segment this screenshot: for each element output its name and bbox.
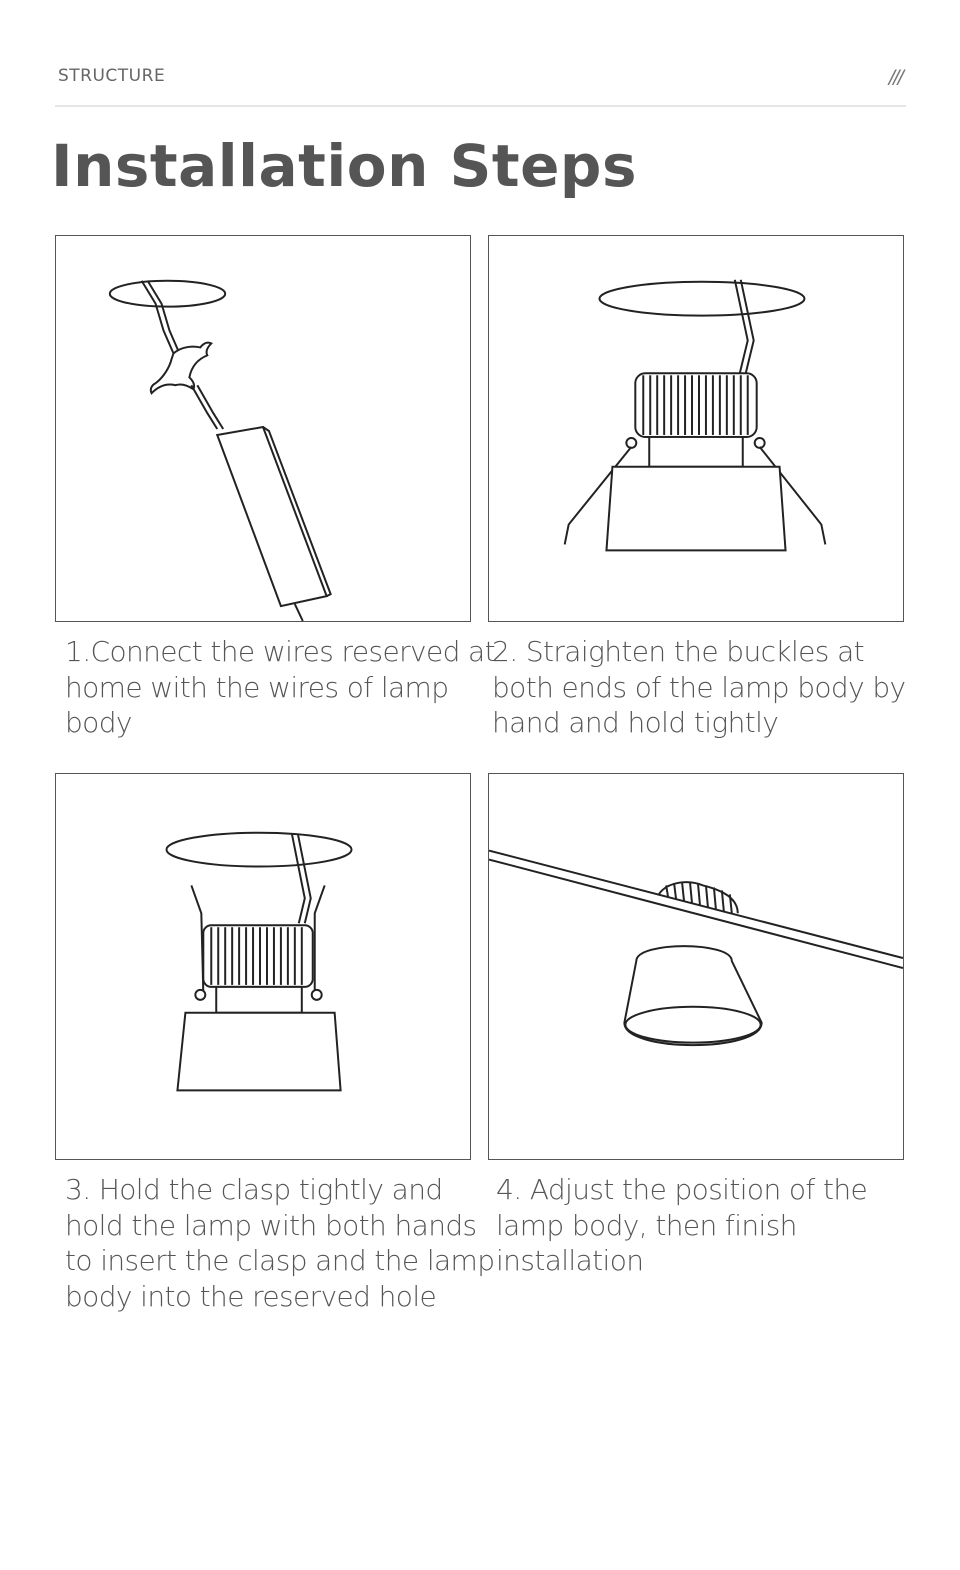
step-2-caption: 2. Straighten the buckles at both ends of the lamp body by hand and hold tightly [492, 635, 906, 739]
step-4-caption: 4. Adjust the position of the lamp body, then finish installation [496, 1173, 868, 1277]
step-1-caption: 1.Connect the wires reserved at home with the wires of lamp body [65, 635, 495, 739]
step-1-panel [55, 235, 471, 622]
wire-connection-icon [56, 236, 470, 621]
step-3-panel [55, 773, 471, 1160]
installed-lamp-icon [489, 774, 903, 1159]
page-title: Installation Steps [51, 132, 637, 200]
step-3-caption: 3. Hold the clasp tightly and hold the lamp with both hands to insert the clasp and the lamp body into the reserved hole [65, 1173, 495, 1313]
step-4-panel [488, 773, 904, 1160]
step-2-panel [488, 235, 904, 622]
insert-lamp-icon [56, 774, 470, 1159]
header-divider [55, 105, 906, 107]
straighten-buckles-icon [489, 236, 903, 621]
section-label: STRUCTURE [58, 66, 166, 86]
slash-decoration: /// [888, 66, 902, 88]
